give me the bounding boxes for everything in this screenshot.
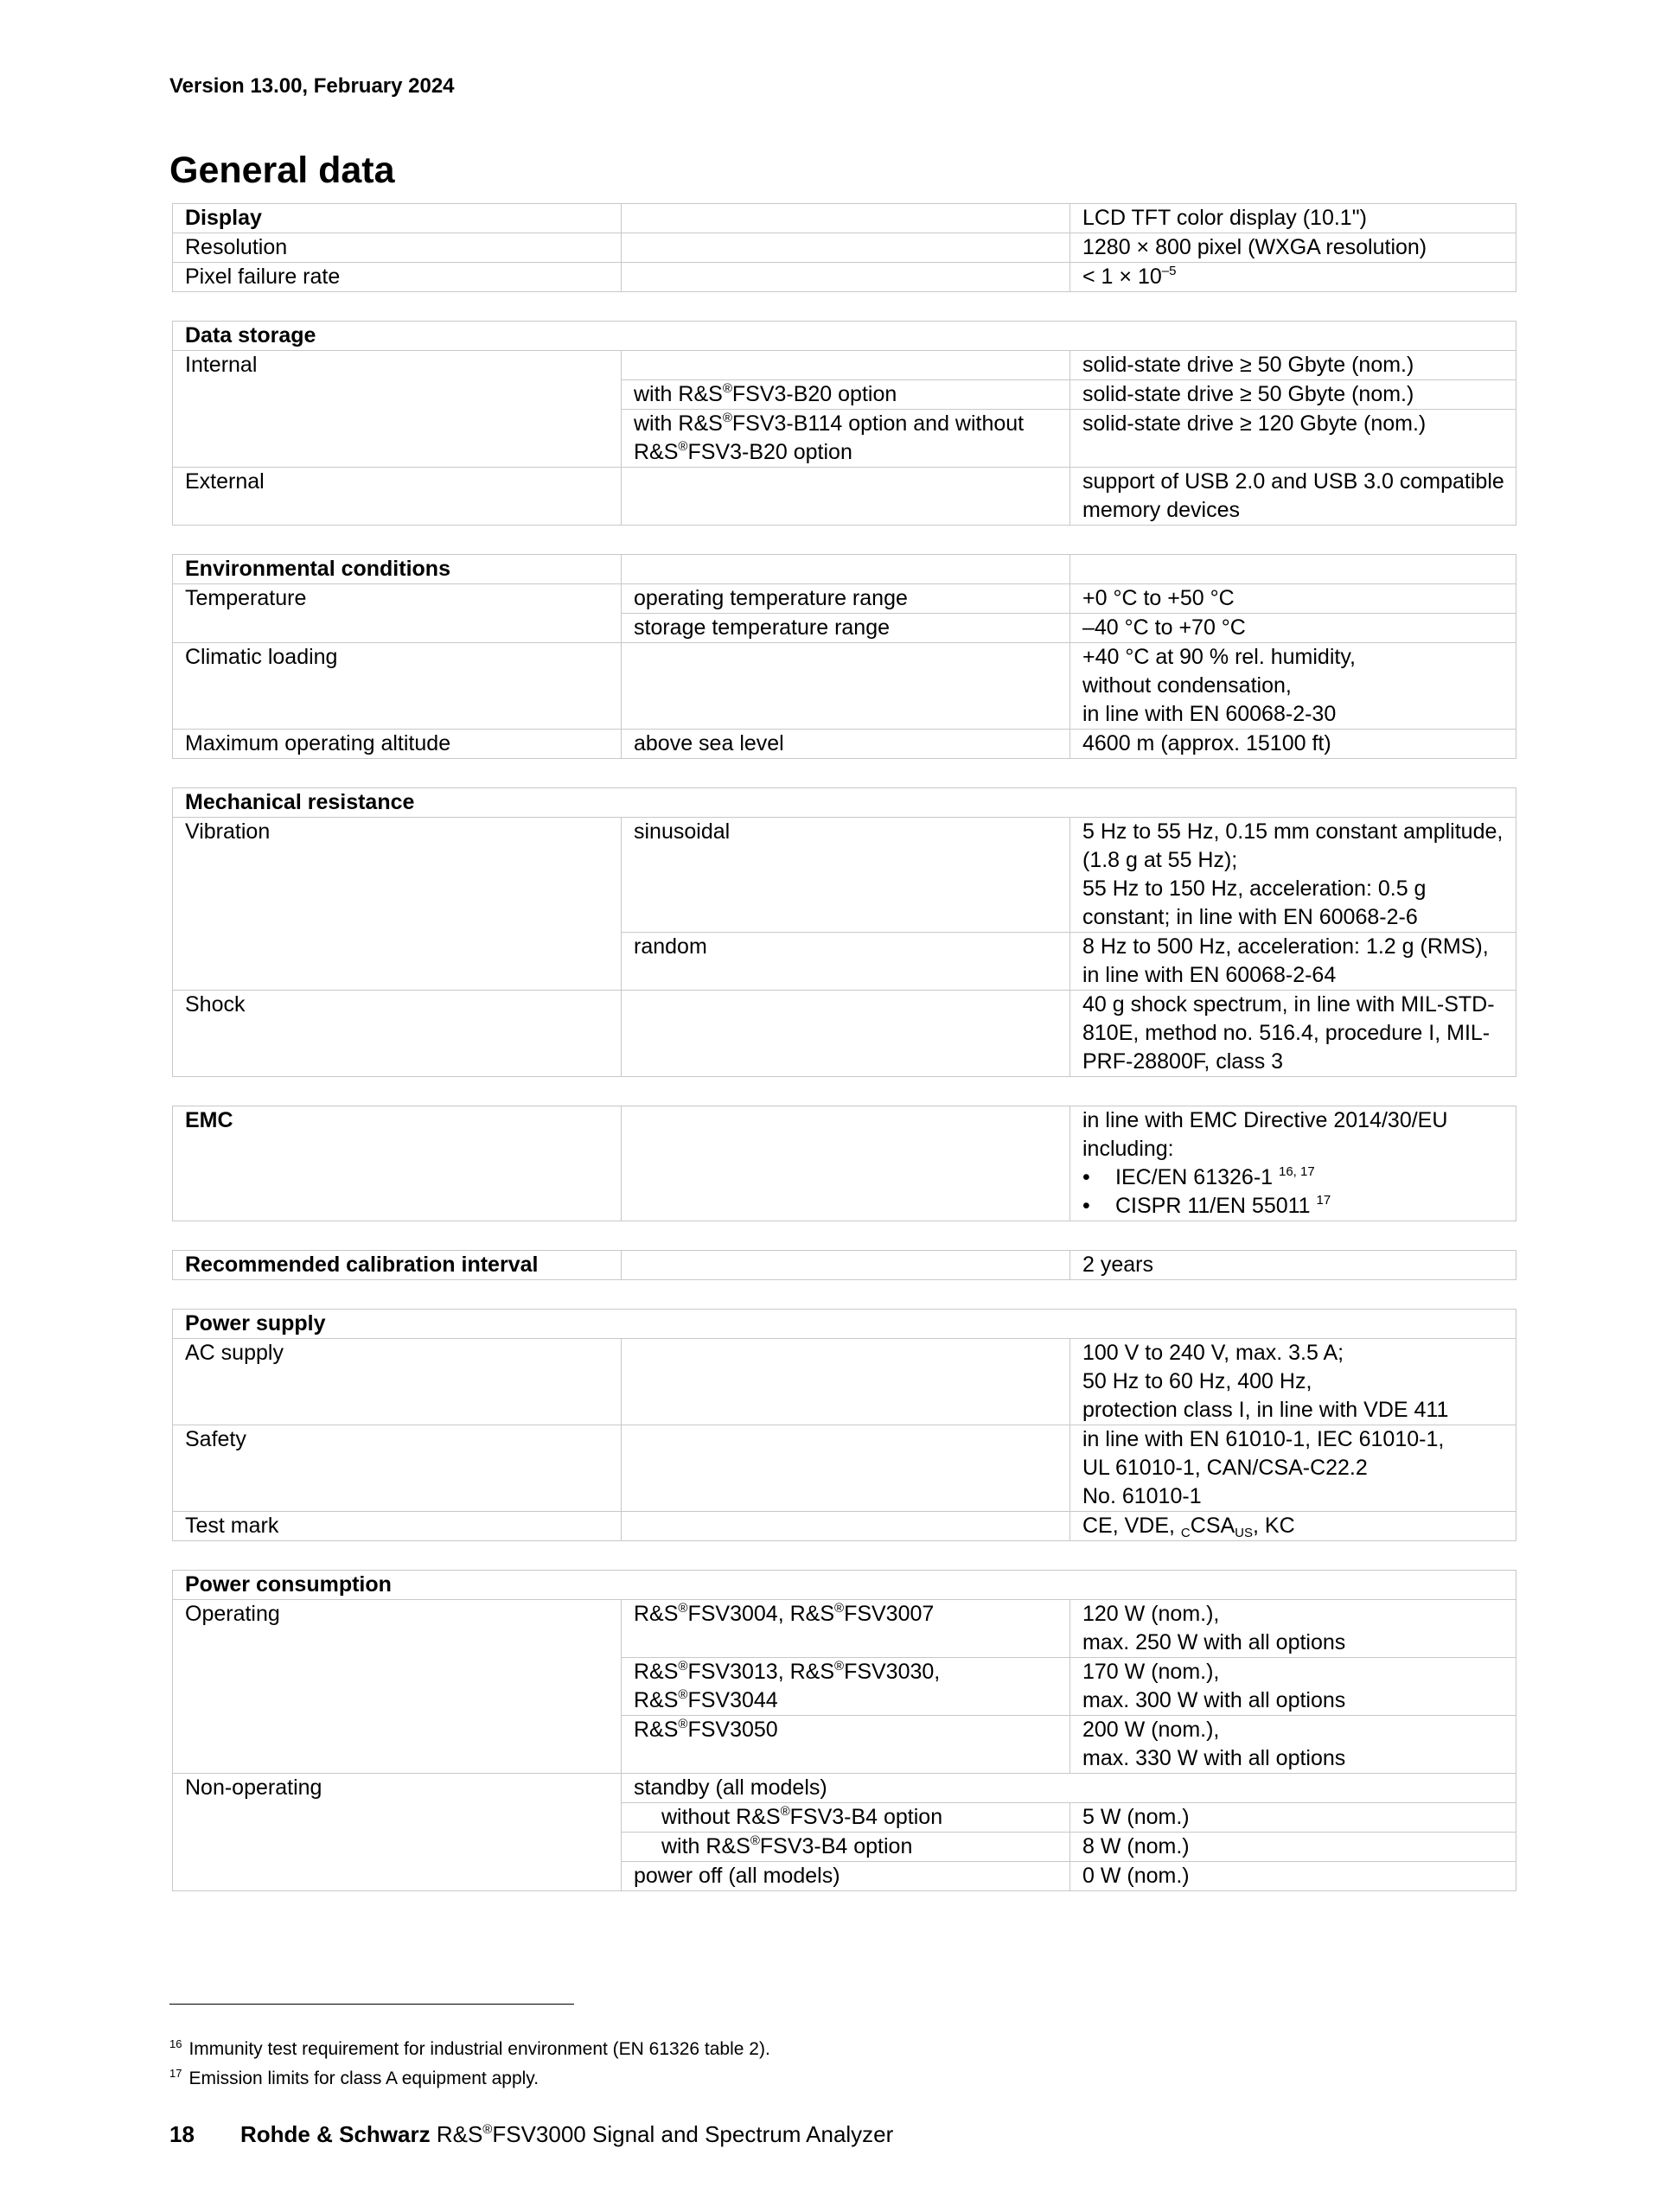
table-row	[173, 1600, 1516, 1658]
section-heading: Data storage	[173, 322, 1516, 351]
section-heading: Power consumption	[173, 1571, 1516, 1600]
footnote-16: $^{16}$ Immunity test requirement for industrial environment (EN 61326 table 2).	[169, 2037, 770, 2059]
spec-table-mechanical	[172, 787, 1516, 1077]
section-heading: Mechanical resistance	[173, 788, 1516, 818]
condition-cell: R&S®FSV3050	[622, 1716, 1070, 1774]
condition-cell: storage temperature range	[622, 614, 1070, 643]
condition-cell	[622, 555, 1070, 584]
condition-cell: with R&S®FSV3-B4 option	[622, 1833, 1070, 1862]
table-row	[173, 584, 1516, 614]
condition-cell: with R&S®FSV3-B20 option	[622, 380, 1070, 410]
table-row	[173, 1774, 1516, 1803]
value-cell: 5 W (nom.)	[1070, 1803, 1516, 1833]
table-row	[173, 643, 1516, 730]
spec-table-emc	[172, 1106, 1516, 1221]
parameter-cell: Temperature	[173, 584, 622, 643]
value-cell: solid-state drive ≥ 50 Gbyte (nom.)	[1070, 380, 1516, 410]
standards-list	[1082, 1163, 1505, 1221]
table-row	[173, 1106, 1516, 1221]
page-footer	[169, 2121, 893, 2148]
section-heading: EMC	[173, 1106, 622, 1221]
spec-table-display	[172, 203, 1516, 292]
value-cell: in line with EMC Directive 2014/30/EU including: • IEC/EN 61326-1 $^{16, 17}$ • CISPR 11/EN 55011 $^{17}$	[1070, 1106, 1516, 1221]
parameter-cell: Shock	[173, 991, 622, 1077]
table-row	[173, 1251, 1516, 1280]
value-cell: 40 g shock spectrum, in line with MIL-STD-810E, method no. 516.4, procedure I, MIL-PRF-28800F, class 3	[1070, 991, 1516, 1077]
product-name: R&S®FSV3000 Signal and Spectrum Analyzer	[436, 2121, 894, 2147]
table-row	[173, 730, 1516, 759]
condition-cell	[622, 1425, 1070, 1512]
section-heading: Power supply	[173, 1310, 1516, 1339]
parameter-cell: External	[173, 468, 622, 526]
table-row	[173, 322, 1516, 351]
brand-name: Rohde & Schwarz	[240, 2121, 431, 2147]
spec-table-calibration	[172, 1250, 1516, 1280]
table-row	[173, 991, 1516, 1077]
table-row	[173, 263, 1516, 292]
value-cell: LCD TFT color display (10.1")	[1070, 204, 1516, 233]
condition-cell: without R&S®FSV3-B4 option	[622, 1803, 1070, 1833]
parameter-cell: Internal	[173, 351, 622, 468]
page-number: 18	[169, 2121, 195, 2147]
value-cell	[1070, 1774, 1516, 1803]
table-row	[173, 468, 1516, 526]
table-row	[173, 204, 1516, 233]
condition-cell	[622, 991, 1070, 1077]
value-cell: 4600 m (approx. 15100 ft)	[1070, 730, 1516, 759]
page-title: General data	[169, 150, 395, 191]
table-row	[173, 1425, 1516, 1512]
section-heading: Environmental conditions	[173, 555, 622, 584]
parameter-cell: Maximum operating altitude	[173, 730, 622, 759]
list-item: • CISPR 11/EN 55011 $^{17}$	[1082, 1192, 1505, 1221]
condition-cell: standby (all models)	[622, 1774, 1070, 1803]
parameter-cell: Test mark	[173, 1512, 622, 1541]
value-cell: 100 V to 240 V, max. 3.5 A; 50 Hz to 60 Hz, 400 Hz, protection class I, in line with VDE 411	[1070, 1339, 1516, 1425]
table-row	[173, 1571, 1516, 1600]
parameter-cell: Operating	[173, 1600, 622, 1774]
value-cell: solid-state drive ≥ 50 Gbyte (nom.)	[1070, 351, 1516, 380]
condition-cell	[622, 1512, 1070, 1541]
value-cell: 5 Hz to 55 Hz, 0.15 mm constant amplitude, (1.8 g at 55 Hz); 55 Hz to 150 Hz, acceleration: 0.5 g constant; in line with EN 60068-2-6	[1070, 818, 1516, 933]
condition-cell	[622, 468, 1070, 526]
condition-cell: power off (all models)	[622, 1862, 1070, 1891]
value-cell: solid-state drive ≥ 120 Gbyte (nom.)	[1070, 410, 1516, 468]
parameter-cell: Pixel failure rate	[173, 263, 622, 292]
value-cell: 2 years	[1070, 1251, 1516, 1280]
table-row	[173, 1512, 1516, 1541]
spec-table-environmental	[172, 554, 1516, 759]
spec-table-data-storage	[172, 321, 1516, 526]
value-cell: +0 °C to +50 °C	[1070, 584, 1516, 614]
value-cell: CE, VDE, $_CCSA_{US}$, KC	[1070, 1512, 1516, 1541]
parameter-cell: Non-operating	[173, 1774, 622, 1891]
parameter-cell: Climatic loading	[173, 643, 622, 730]
value-cell: in line with EN 61010-1, IEC 61010-1, UL 61010-1, CAN/CSA-C22.2 No. 61010-1	[1070, 1425, 1516, 1512]
condition-cell	[622, 233, 1070, 263]
condition-cell	[622, 1106, 1070, 1221]
condition-cell	[622, 263, 1070, 292]
section-heading: Display	[173, 204, 622, 233]
condition-cell	[622, 1339, 1070, 1425]
footnote-divider	[169, 2004, 574, 2005]
condition-cell: above sea level	[622, 730, 1070, 759]
value-cell: 170 W (nom.), max. 300 W with all options	[1070, 1658, 1516, 1716]
condition-cell	[622, 1251, 1070, 1280]
value-cell: < $1 \times 10^{-5}$	[1070, 263, 1516, 292]
table-row	[173, 1310, 1516, 1339]
table-row	[173, 233, 1516, 263]
condition-cell: R&S®FSV3004, R&S®FSV3007	[622, 1600, 1070, 1658]
condition-cell: sinusoidal	[622, 818, 1070, 933]
value-cell: 8 W (nom.)	[1070, 1833, 1516, 1862]
condition-cell: with R&S®FSV3-B114 option and without R&S®FSV3-B20 option	[622, 410, 1070, 468]
parameter-cell: Vibration	[173, 818, 622, 991]
parameter-cell: Resolution	[173, 233, 622, 263]
footnote-17: $^{17}$ Emission limits for class A equipment apply.	[169, 2067, 540, 2088]
parameter-cell: AC supply	[173, 1339, 622, 1425]
condition-cell	[622, 351, 1070, 380]
condition-cell: operating temperature range	[622, 584, 1070, 614]
value-cell: +40 °C at 90 % rel. humidity, without condensation, in line with EN 60068-2-30	[1070, 643, 1516, 730]
value-cell: 200 W (nom.), max. 330 W with all options	[1070, 1716, 1516, 1774]
value-cell: support of USB 2.0 and USB 3.0 compatible memory devices	[1070, 468, 1516, 526]
value-cell: –40 °C to +70 °C	[1070, 614, 1516, 643]
condition-cell	[622, 204, 1070, 233]
list-item: • IEC/EN 61326-1 $^{16, 17}$	[1082, 1163, 1505, 1192]
value-cell: 0 W (nom.)	[1070, 1862, 1516, 1891]
value-cell: 120 W (nom.), max. 250 W with all options	[1070, 1600, 1516, 1658]
spec-table-power-consumption	[172, 1570, 1516, 1891]
value-cell	[1070, 555, 1516, 584]
value-cell: 8 Hz to 500 Hz, acceleration: 1.2 g (RMS), in line with EN 60068-2-64	[1070, 933, 1516, 991]
footnotes	[169, 2035, 1466, 2094]
condition-cell	[622, 643, 1070, 730]
table-row	[173, 351, 1516, 380]
spec-tables	[172, 203, 1516, 1920]
table-row	[173, 1339, 1516, 1425]
condition-cell: R&S®FSV3013, R&S®FSV3030, R&S®FSV3044	[622, 1658, 1070, 1716]
table-row	[173, 788, 1516, 818]
table-row	[173, 555, 1516, 584]
version-header: Version 13.00, February 2024	[169, 74, 455, 98]
value-cell: 1280 × 800 pixel (WXGA resolution)	[1070, 233, 1516, 263]
section-heading: Recommended calibration interval	[173, 1251, 622, 1280]
parameter-cell: Safety	[173, 1425, 622, 1512]
table-row	[173, 818, 1516, 933]
condition-cell: random	[622, 933, 1070, 991]
spec-table-power-supply	[172, 1309, 1516, 1541]
